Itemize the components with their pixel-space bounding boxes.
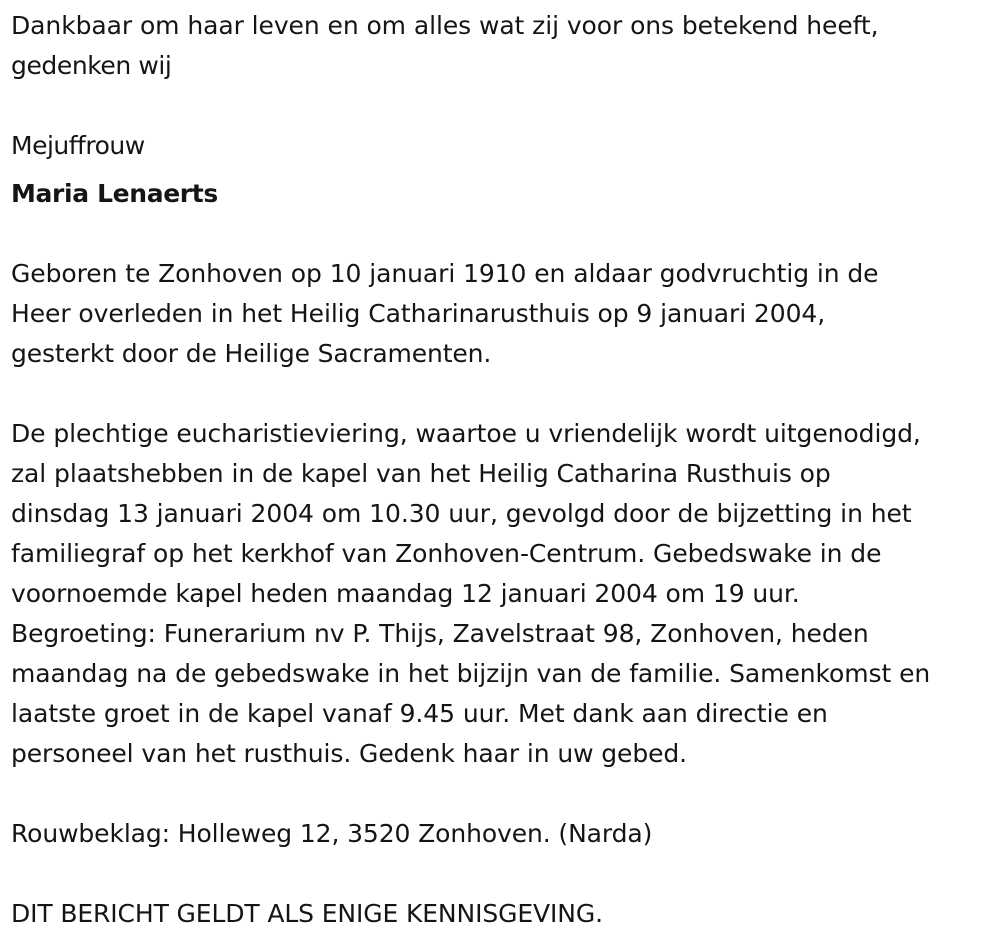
spacer bbox=[11, 854, 996, 894]
service-line: familiegraf op het kerkhof van Zonhoven-Centrum. Gebedswake in de bbox=[11, 539, 882, 568]
birth-death-line: Geboren te Zonhoven op 10 januari 1910 en aldaar godvruchtig in de bbox=[11, 259, 879, 288]
birth-death-line: gesterkt door de Heilige Sacramenten. bbox=[11, 339, 492, 368]
closing-statement: DIT BERICHT GELDT ALS ENIGE KENNISGEVING. bbox=[11, 899, 603, 928]
condolences-address: Rouwbeklag: Holleweg 12, 3520 Zonhoven. (Narda) bbox=[11, 819, 653, 848]
spacer bbox=[11, 774, 996, 814]
service-line: maandag na de gebedswake in het bijzijn van de familie. Samenkomst en bbox=[11, 659, 931, 688]
person-title: Mejuffrouw bbox=[11, 131, 145, 160]
birth-death-line: Heer overleden in het Heilig Catharinarusthuis op 9 januari 2004, bbox=[11, 299, 826, 328]
person-name: Maria Lenaerts bbox=[11, 179, 218, 208]
spacer bbox=[11, 86, 996, 126]
intro-line-1: Dankbaar om haar leven en om alles wat zij voor ons betekend heeft, bbox=[11, 11, 879, 40]
service-line: laatste groet in de kapel vanaf 9.45 uur. Met dank aan directie en bbox=[11, 699, 828, 728]
death-notice bbox=[11, 6, 996, 934]
service-line: Begroeting: Funerarium nv P. Thijs, Zavelstraat 98, Zonhoven, heden bbox=[11, 619, 869, 648]
spacer bbox=[11, 374, 996, 414]
service-line: zal plaatshebben in de kapel van het Heilig Catharina Rusthuis op bbox=[11, 459, 831, 488]
service-line: voornoemde kapel heden maandag 12 januari 2004 om 19 uur. bbox=[11, 579, 800, 608]
spacer bbox=[11, 214, 996, 254]
intro-line-2: gedenken wij bbox=[11, 51, 172, 80]
service-line: personeel van het rusthuis. Gedenk haar in uw gebed. bbox=[11, 739, 688, 768]
service-line: dinsdag 13 januari 2004 om 10.30 uur, gevolgd door de bijzetting in het bbox=[11, 499, 912, 528]
service-line: De plechtige eucharistieviering, waartoe u vriendelijk wordt uitgenodigd, bbox=[11, 419, 921, 448]
